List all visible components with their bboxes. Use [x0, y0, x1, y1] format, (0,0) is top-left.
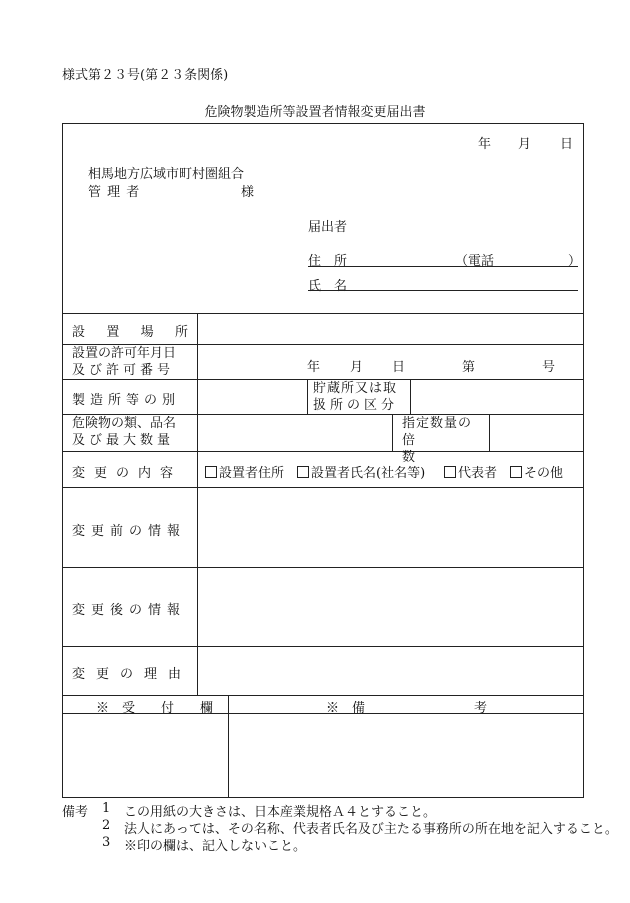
addressee-role: 管 理 者 — [88, 185, 141, 200]
label-hazmat-line1: 危険物の類、品名 — [72, 416, 177, 431]
name-underline — [308, 290, 578, 291]
notes-heading: 備考 — [62, 805, 89, 820]
note-number: 3 — [102, 835, 111, 850]
label-hazmat — [72, 415, 176, 449]
option-setter-address[interactable]: 設置者住所 — [205, 462, 284, 481]
date-year: 年 — [478, 137, 492, 152]
option-other[interactable]: その他 — [510, 462, 563, 481]
note-text: 法人にあっては、その名称、代表者氏名及び主たる事務所の所在地を記入すること。 — [124, 822, 618, 837]
option-setter-name[interactable]: 設置者氏名(社名等) — [297, 462, 425, 481]
label-permit — [72, 345, 190, 379]
label-storage-line1: 貯蔵所又は取 — [313, 381, 398, 396]
page-title: 危険物製造所等設置者情報変更届出書 — [204, 105, 426, 120]
label-designated — [402, 415, 482, 466]
remarks-header-end: 考 — [474, 701, 488, 716]
label-reason: 変更の理由 — [72, 667, 193, 682]
applicant-heading: 届出者 — [308, 220, 348, 235]
label-before: 変更前の情報 — [72, 524, 187, 539]
checkbox-icon[interactable] — [444, 466, 456, 478]
applicant-phone-close: ） — [568, 254, 582, 269]
label-storage-line2: 扱所の区分 — [313, 398, 399, 413]
after-field[interactable] — [199, 569, 583, 645]
note-text: ※印の欄は、記入しないこと。 — [124, 839, 307, 854]
form-number: 様式第２３号(第２３条関係) — [62, 68, 229, 83]
label-designated-line1: 指定数量の — [402, 416, 473, 431]
applicant-name-label: 氏 名 — [308, 279, 348, 294]
checkbox-icon[interactable] — [297, 466, 309, 478]
applicant-phone-label: （電話 — [455, 254, 495, 269]
label-facility-type: 製造所等の別 — [72, 393, 181, 408]
applicant-address-label: 住 所 — [308, 254, 348, 269]
label-change-content: 変更の内容 — [72, 466, 183, 481]
storage-field[interactable] — [412, 381, 583, 413]
address-underline — [308, 266, 578, 267]
permit-no-suffix: 号 — [542, 360, 556, 375]
designated-field[interactable] — [491, 416, 583, 450]
permit-year: 年 — [307, 360, 321, 375]
label-designated-line2: 倍数 — [402, 433, 444, 465]
facility-type-field[interactable] — [199, 381, 306, 413]
label-permit-line2: 及び許可番号 — [72, 363, 175, 378]
label-after: 変更後の情報 — [72, 603, 187, 618]
addressee-honorific: 様 — [241, 185, 255, 200]
date-month: 月 — [518, 137, 532, 152]
before-field[interactable] — [199, 489, 583, 566]
note-number: 2 — [102, 818, 111, 833]
addressee-org: 相馬地方広域市町村圏組合 — [88, 167, 245, 182]
reason-field[interactable] — [199, 648, 583, 695]
note-number: 1 — [102, 801, 111, 816]
label-hazmat-line2: 及び最大数量 — [72, 433, 175, 448]
date-day: 日 — [560, 137, 574, 152]
receipt-header: ※ 受 付 欄 — [96, 701, 214, 716]
permit-day: 日 — [392, 360, 406, 375]
note-text: この用紙の大きさは、日本産業規格Ａ４とすること。 — [124, 805, 437, 820]
label-storage — [313, 380, 398, 414]
label-location: 設 置 場 所 — [72, 325, 188, 340]
permit-month: 月 — [350, 360, 364, 375]
label-permit-line1: 設置の許可年月日 — [72, 346, 177, 361]
location-field[interactable] — [199, 315, 583, 343]
remarks-header-mark: ※ 備 — [326, 701, 366, 716]
checkbox-icon[interactable] — [510, 466, 522, 478]
hazmat-field[interactable] — [199, 416, 391, 450]
option-representative[interactable]: 代表者 — [444, 462, 497, 481]
permit-no-prefix: 第 — [462, 360, 476, 375]
checkbox-icon[interactable] — [205, 466, 217, 478]
